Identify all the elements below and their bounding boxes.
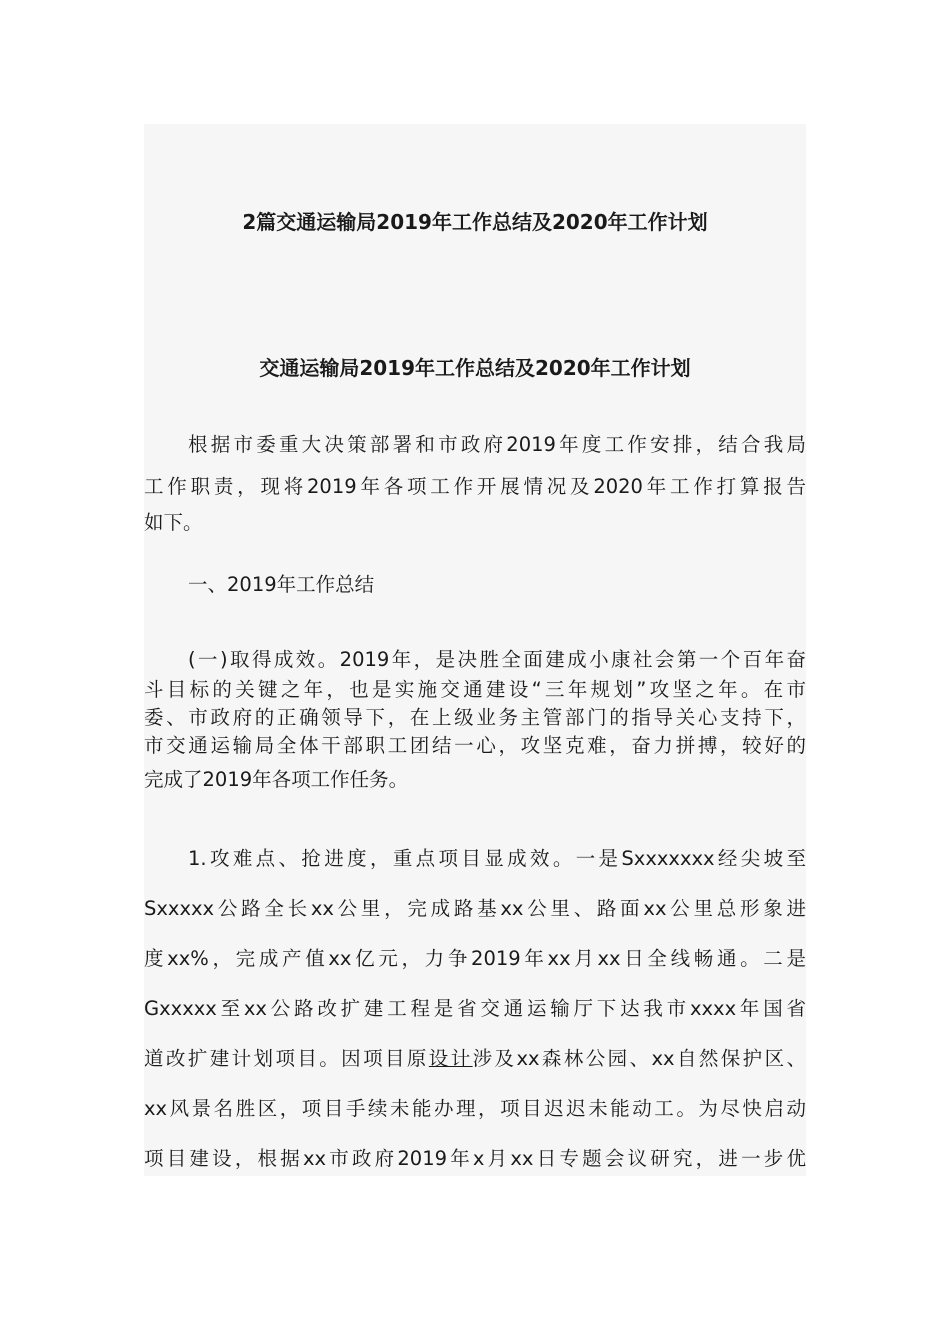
design-link[interactable]: 设计 [428, 1047, 473, 1070]
results-paragraph [144, 644, 806, 800]
paragraph-line: 项目建设，根据xx市政府2019年x月xx日专题会议研究，进一步优 [144, 1147, 806, 1170]
document-sub-title: 交通运输局2019年工作总结及2020年工作计划 [259, 356, 691, 380]
paragraph-line: 工作职责，现将2019年各项工作开展情况及2020年工作打算报告 [144, 475, 806, 498]
paragraph-line: (一)取得成效。2019年，是决胜全面建成小康社会第一个百年奋 [188, 648, 806, 671]
section-heading [144, 570, 806, 600]
line-text: 道改扩建计划项目。因项目原 [144, 1047, 429, 1070]
line-text: 涉及xx森林公园、xx自然保护区、 [472, 1047, 806, 1070]
section-heading-text: 一、2019年工作总结 [188, 573, 375, 596]
paragraph-line: 如下。 [144, 511, 203, 534]
paragraph-line: Sxxxxx公路全长xx公里，完成路基xx公里、路面xx公里总形象进 [144, 897, 806, 920]
paragraph-line: Gxxxxx至xx公路改扩建工程是省交通运输厅下达我市xxxx年国省 [144, 997, 806, 1020]
paragraph-line [144, 1034, 806, 1084]
intro-paragraph [144, 424, 806, 538]
paragraph-line: 斗目标的关键之年，也是实施交通建设“三年规划”攻坚之年。在市 [144, 678, 806, 701]
paragraph-line: 度xx%，完成产值xx亿元，力争2019年xx月xx日全线畅通。二是 [144, 947, 806, 970]
paragraph-line: xx风景名胜区，项目手续未能办理，项目迟迟未能动工。为尽快启动 [144, 1097, 806, 1120]
paragraph-line: 委、市政府的正确领导下，在上级业务主管部门的指导关心支持下， [144, 706, 806, 729]
document-main-title: 2篇交通运输局2019年工作总结及2020年工作计划 [242, 210, 708, 234]
paragraph-line: 1.攻难点、抢进度，重点项目显成效。一是Sxxxxxxx经尖坡至 [188, 847, 806, 870]
paragraph-line: 市交通运输局全体干部职工团结一心，攻坚克难，奋力拼搏，较好的 [144, 734, 806, 757]
paragraph-line: 完成了2019年各项工作任务。 [144, 768, 409, 791]
key-projects-paragraph [144, 834, 806, 1184]
paragraph-line: 根据市委重大决策部署和市政府2019年度工作安排，结合我局 [188, 433, 806, 456]
